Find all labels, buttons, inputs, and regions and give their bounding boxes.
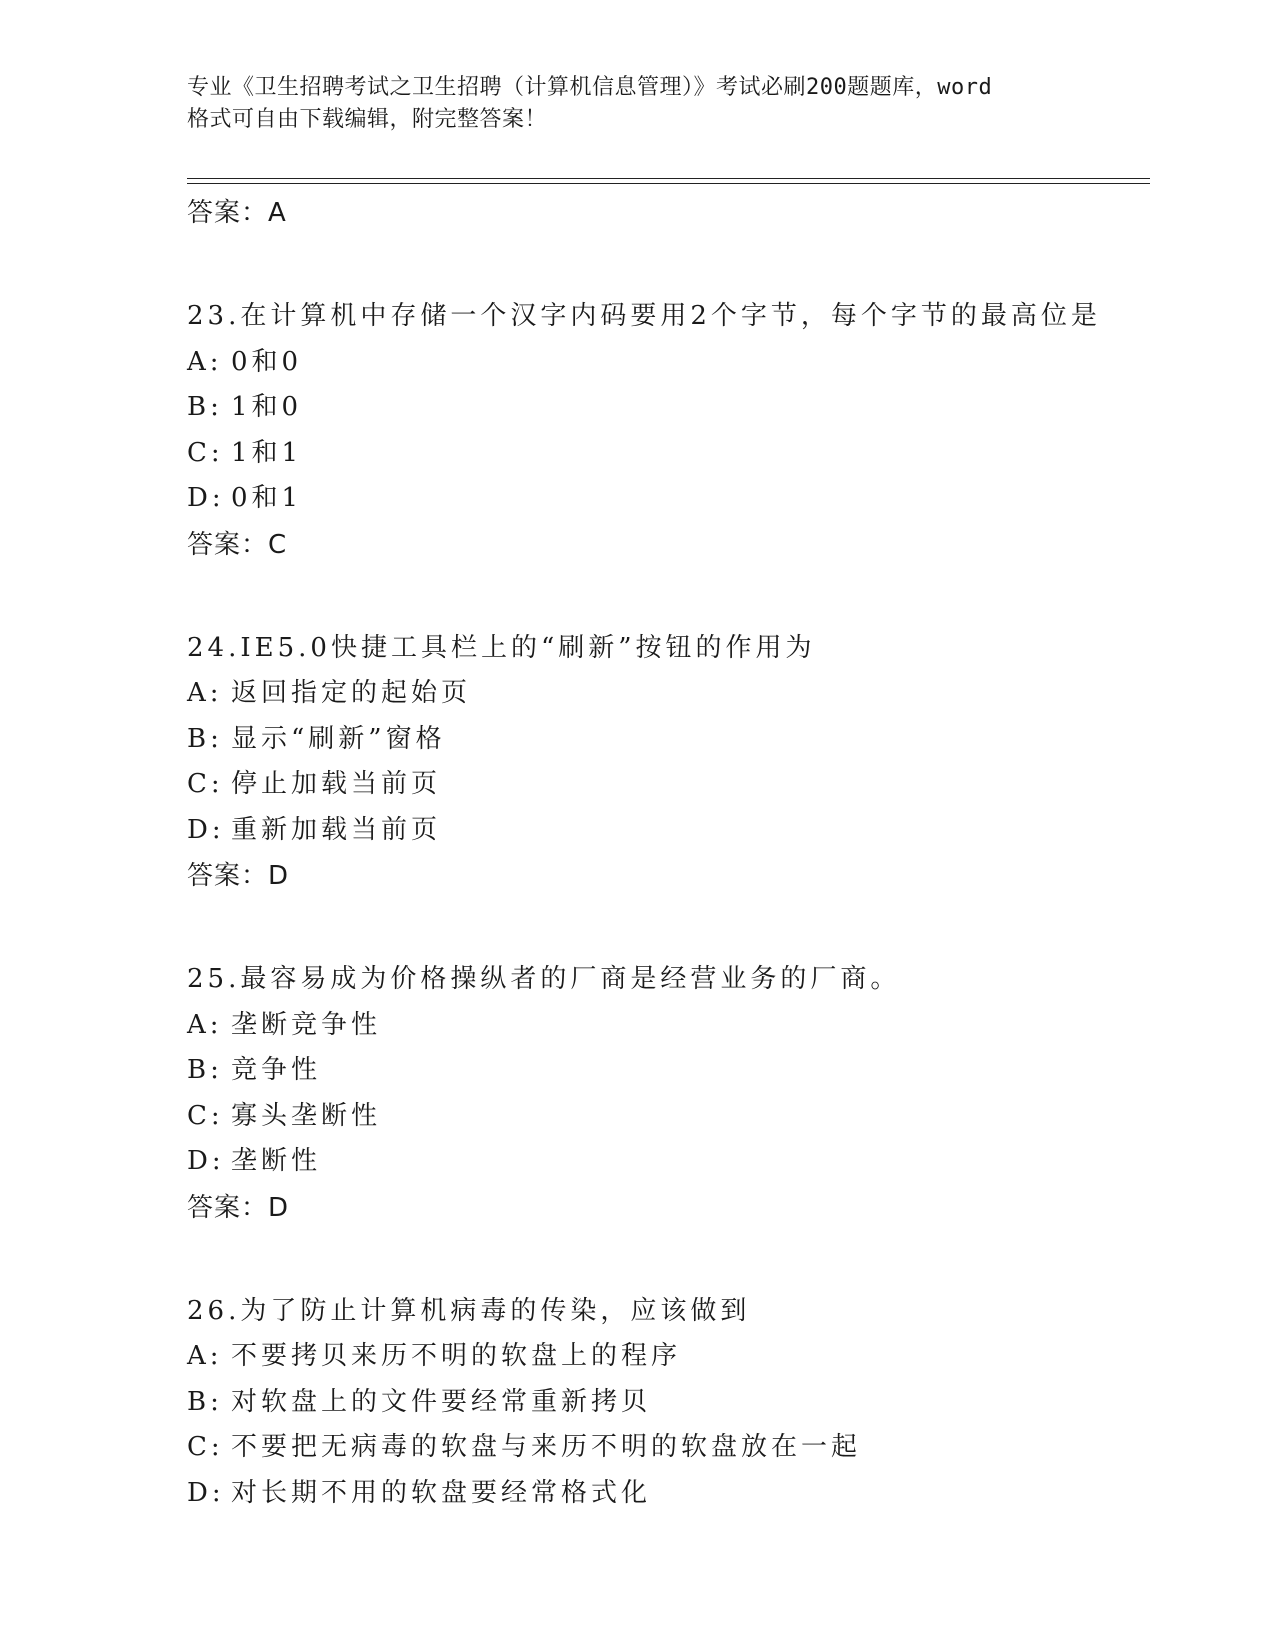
- option-key: C:: [187, 1432, 224, 1462]
- option-key: C:: [187, 769, 224, 799]
- option-key: D:: [187, 1477, 225, 1508]
- option-text: 竞争性: [231, 1055, 322, 1085]
- question-stem: 26.为了防止计算机病毒的传染，应该做到: [187, 1295, 751, 1326]
- question-24: [187, 626, 1147, 900]
- header-rule-bottom: [187, 183, 1150, 184]
- option-text: 不要把无病毒的软盘与来历不明的软盘放在一起: [231, 1432, 862, 1462]
- option-key: D:: [187, 483, 225, 513]
- option-key: B:: [187, 723, 223, 754]
- question-25: [187, 957, 1147, 1231]
- option-b: [187, 1048, 1147, 1094]
- option-c: [187, 762, 1147, 808]
- option-text: 寡头垄断性: [231, 1100, 382, 1131]
- question-26: [187, 1289, 1147, 1517]
- option-c: [187, 1094, 1147, 1140]
- answer-line: 答案：C: [187, 529, 288, 560]
- option-d: [187, 1139, 1147, 1185]
- option-a: [187, 1334, 1147, 1380]
- option-d: [187, 808, 1147, 854]
- option-key: A:: [187, 678, 223, 708]
- option-d: [187, 1471, 1147, 1517]
- option-text: 停止加载当前页: [231, 769, 442, 799]
- option-key: A:: [187, 1009, 223, 1040]
- answer-line: 答案：D: [187, 861, 290, 891]
- option-b: [187, 385, 1147, 431]
- option-a: [187, 1003, 1147, 1049]
- option-text: 不要拷贝来历不明的软盘上的程序: [231, 1341, 682, 1371]
- option-text: 0和1: [231, 483, 303, 513]
- option-key: B:: [187, 392, 223, 422]
- option-text: 垄断性: [231, 1146, 322, 1176]
- answer-line: 答案：A: [187, 198, 287, 228]
- option-key: D:: [187, 814, 225, 845]
- option-text: 1和0: [231, 392, 303, 422]
- option-text: 垄断竞争性: [231, 1009, 382, 1040]
- option-c: [187, 431, 1147, 477]
- option-text: 显示“刷新”窗格: [231, 723, 446, 754]
- option-b: [187, 1380, 1147, 1426]
- option-a: [187, 340, 1147, 386]
- option-key: C:: [187, 437, 224, 468]
- option-key: A:: [187, 1341, 223, 1371]
- option-key: D:: [187, 1146, 225, 1176]
- answer-line: 答案：D: [187, 1192, 290, 1223]
- option-text: 重新加载当前页: [231, 814, 442, 845]
- question-23: [187, 294, 1147, 568]
- header-line-1: 专业《卫生招聘考试之卫生招聘（计算机信息管理）》考试必刷200题题库，word: [187, 75, 993, 100]
- option-a: [187, 671, 1147, 717]
- option-text: 对软盘上的文件要经常重新拷贝: [231, 1386, 652, 1417]
- header-rule-top: [187, 178, 1150, 179]
- option-d: [187, 476, 1147, 522]
- option-text: 对长期不用的软盘要经常格式化: [231, 1477, 652, 1508]
- question-list: [187, 190, 1147, 1516]
- question-stem: 23.在计算机中存储一个汉字内码要用2个字节，每个字节的最高位是: [187, 301, 1101, 331]
- question-stem: 24.IE5.0快捷工具栏上的“刷新”按钮的作用为: [187, 632, 816, 663]
- document-header: [187, 72, 1087, 136]
- option-text: 1和1: [231, 437, 303, 468]
- option-key: A:: [187, 346, 223, 377]
- option-b: [187, 717, 1147, 763]
- option-key: B:: [187, 1386, 223, 1417]
- option-key: B:: [187, 1055, 223, 1085]
- option-c: [187, 1425, 1147, 1471]
- option-key: C:: [187, 1100, 224, 1131]
- header-line-2: 格式可自由下载编辑，附完整答案！: [187, 107, 548, 132]
- option-text: 0和0: [231, 346, 303, 377]
- option-text: 返回指定的起始页: [231, 678, 472, 708]
- question-stem: 25.最容易成为价格操纵者的厂商是经营业务的厂商。: [187, 964, 901, 994]
